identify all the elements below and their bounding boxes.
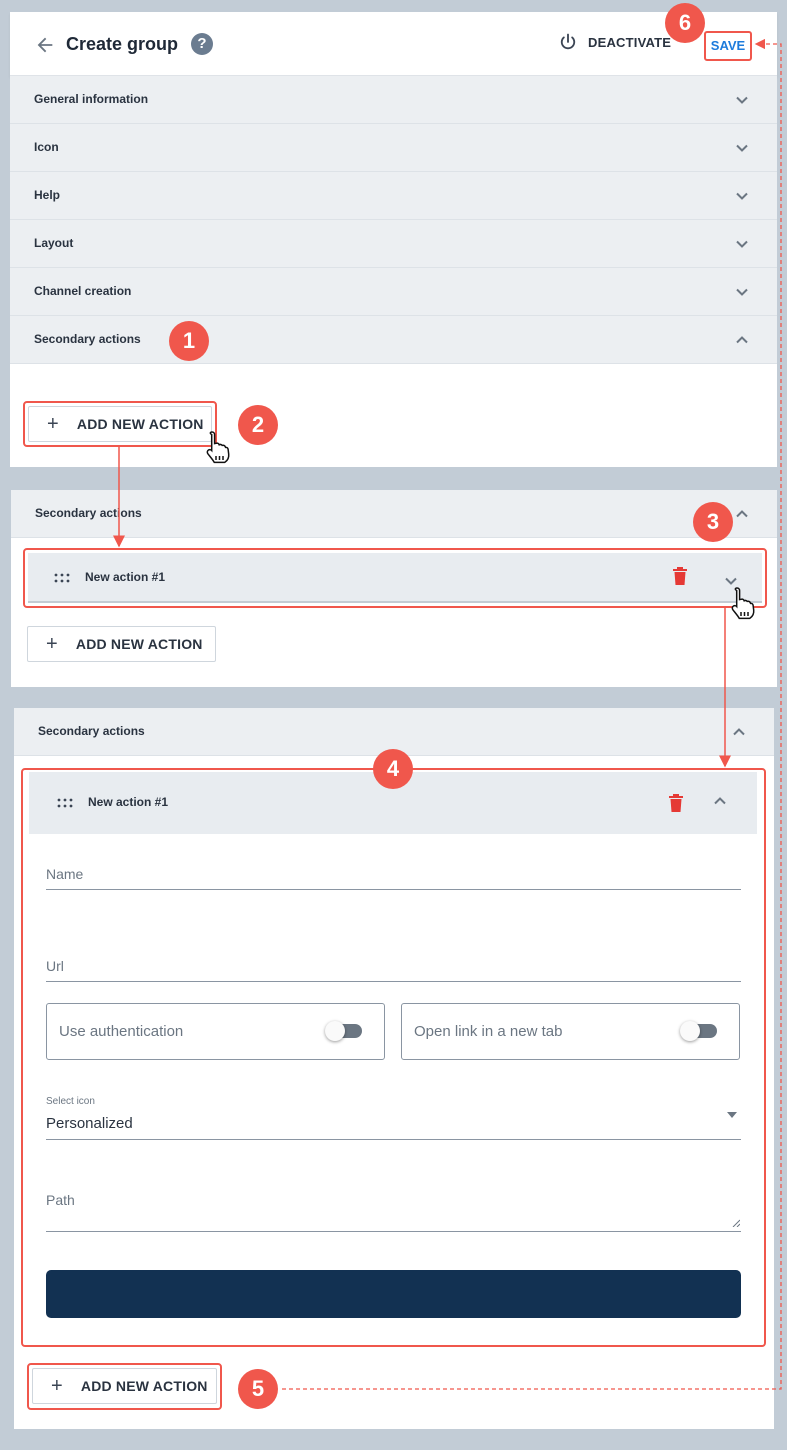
section-label: Secondary actions xyxy=(34,332,141,346)
select-icon-value: Personalized xyxy=(46,1115,133,1132)
section-label: Channel creation xyxy=(34,284,132,298)
step-badge-3: 3 xyxy=(693,502,733,542)
path-label: Path xyxy=(46,1192,75,1208)
action-title: New action #1 xyxy=(85,570,166,584)
step-badge-2: 2 xyxy=(238,405,278,445)
section-label: General information xyxy=(34,92,149,106)
deactivate-label: DEACTIVATE xyxy=(588,34,672,50)
select-icon-label: Select icon xyxy=(46,1096,95,1107)
section-label: Help xyxy=(34,188,61,202)
save-button[interactable]: SAVE xyxy=(704,31,752,61)
plus-icon: + xyxy=(47,413,59,435)
use-authentication-label: Use authentication xyxy=(59,1023,184,1040)
section-label: Layout xyxy=(34,236,74,250)
plus-icon: + xyxy=(51,1375,63,1397)
section-label: Secondary actions xyxy=(35,506,142,520)
add-new-action-label: ADD NEW ACTION xyxy=(76,416,204,432)
action-title: New action #1 xyxy=(88,795,169,809)
add-new-action-label: ADD NEW ACTION xyxy=(75,636,203,652)
add-new-action-label: ADD NEW ACTION xyxy=(80,1378,208,1394)
help-icon[interactable]: ? xyxy=(191,33,213,55)
plus-icon: + xyxy=(46,633,58,655)
hand-cursor-icon xyxy=(728,586,758,620)
section-label: Secondary actions xyxy=(38,724,145,738)
name-label: Name xyxy=(46,866,84,882)
section-label: Icon xyxy=(34,140,59,154)
step-badge-5: 5 xyxy=(238,1369,278,1409)
step-badge-4: 4 xyxy=(373,749,413,789)
step-badge-1: 1 xyxy=(169,321,209,361)
open-new-tab-label: Open link in a new tab xyxy=(414,1023,563,1040)
url-label: Url xyxy=(46,958,64,974)
step-badge-6: 6 xyxy=(665,3,705,43)
page-title: Create group xyxy=(66,34,179,54)
hand-cursor-icon xyxy=(203,430,233,464)
arrow-step5-to-save xyxy=(282,44,781,1389)
